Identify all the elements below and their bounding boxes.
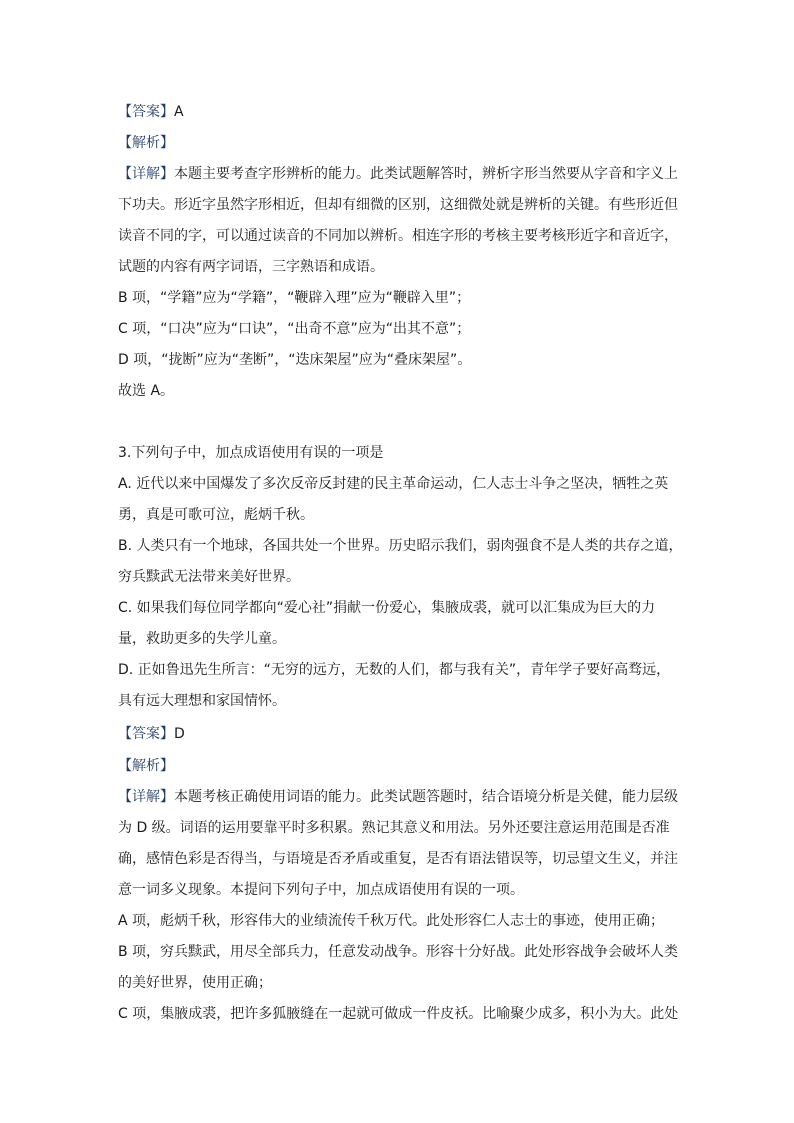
detail-line — [118, 787, 678, 807]
detail-text: D 项，“拢断”应为“垄断”，“迭床架屋”应为“叠床架屋”。 — [118, 352, 472, 368]
option-line: A. 近代以来中国爆发了多次反帝反封建的民主革命运动，仁人志士斗争之坚决，牺牲之英 — [118, 476, 669, 492]
answer-label: 【答案】 — [118, 726, 174, 742]
detail-text: 试题的内容有两字词语，三字熟语和成语。 — [118, 259, 384, 275]
detail-text: 本题考核正确使用词语的能力。此类试题答题时，结合语境分析是关健，能力层级 — [174, 789, 678, 805]
detail-text: A 项，彪炳千秋，形容伟大的业绩流传千秋万代。此处形容仁人志士的事迹，使用正确； — [118, 913, 665, 929]
conclusion-text: 故选 A。 — [118, 383, 175, 399]
option-line: C. 如果我们每位同学都向“爱心社”捐献一份爱心，集腋成裘，就可以汇集成为巨大的力 — [118, 600, 656, 616]
answer-value: A — [174, 104, 184, 120]
detail-text: 本题主要考查字形辨析的能力。此类试题解答时，辨析字形当然要从字音和字义上 — [174, 166, 678, 182]
detail-text: C 项，“口决”应为“口诀”，“出奇不意”应为“出其不意”； — [118, 321, 471, 337]
detail-label: 【详解】 — [118, 166, 174, 182]
detail-text: 为 D 级。词语的运用要靠平时多积累。熟记其意义和用法。另外还要注意运用范围是否准 — [118, 820, 670, 836]
analysis-label: 【解析】 — [118, 758, 174, 774]
analysis-label: 【解析】 — [118, 135, 174, 151]
option-line: B. 人类只有一个地球，各国共处一个世界。历史昭示我们，弱肉强食不是人类的共存之道， — [118, 538, 683, 554]
detail-text: B 项，穷兵黩武，用尽全部兵力，任意发动战争。形容十分好战。此处形容战争会破坏人类 — [118, 944, 679, 960]
q3-answer-line — [118, 724, 185, 744]
option-line: 勇，真是可歌可泣，彪炳千秋。 — [118, 507, 314, 523]
question-stem: 3.下列句子中，加点成语使用有误的一项是 — [118, 445, 384, 461]
answer-label: 【答案】 — [118, 104, 174, 120]
detail-text: 读音不同的字，可以通过读音的不同加以辨析。相连字形的考核主要考核形近字和音近字， — [118, 228, 678, 244]
q2-answer-line — [118, 102, 184, 122]
detail-label: 【详解】 — [118, 789, 174, 805]
detail-text: B 项，“学籍”应为“学籍”，“鞭辟入理”应为“鞭辟入里”； — [118, 290, 471, 306]
option-line: D. 正如鲁迅先生所言：“无穷的远方，无数的人们，都与我有关”，青年学子要好高骛远， — [118, 662, 671, 678]
detail-text: 下功夫。形近字虽然字形相近，但却有细微的区别，这细微处就是辨析的关键。有些形近但 — [118, 197, 678, 213]
detail-text: 意一词多义现象。本提问下列句子中，加点成语使用有误的一项。 — [118, 882, 524, 898]
option-line: 穷兵黩武无法带来美好世界。 — [118, 569, 300, 585]
option-line: 量，救助更多的失学儿童。 — [118, 631, 286, 647]
answer-value: D — [174, 726, 185, 742]
option-line: 具有远大理想和家国情怀。 — [118, 693, 286, 709]
detail-text: C 项，集腋成裘，把许多狐腋缝在一起就可做成一件皮袄。比喻聚少成多，积小为大。此处 — [118, 1006, 679, 1022]
detail-text: 确，感情色彩是否得当，与语境是否矛盾或重复，是否有语法错误等，切忌望文生义，并注 — [118, 851, 678, 867]
detail-text: 的美好世界，使用正确； — [118, 975, 272, 991]
detail-line — [118, 164, 678, 184]
